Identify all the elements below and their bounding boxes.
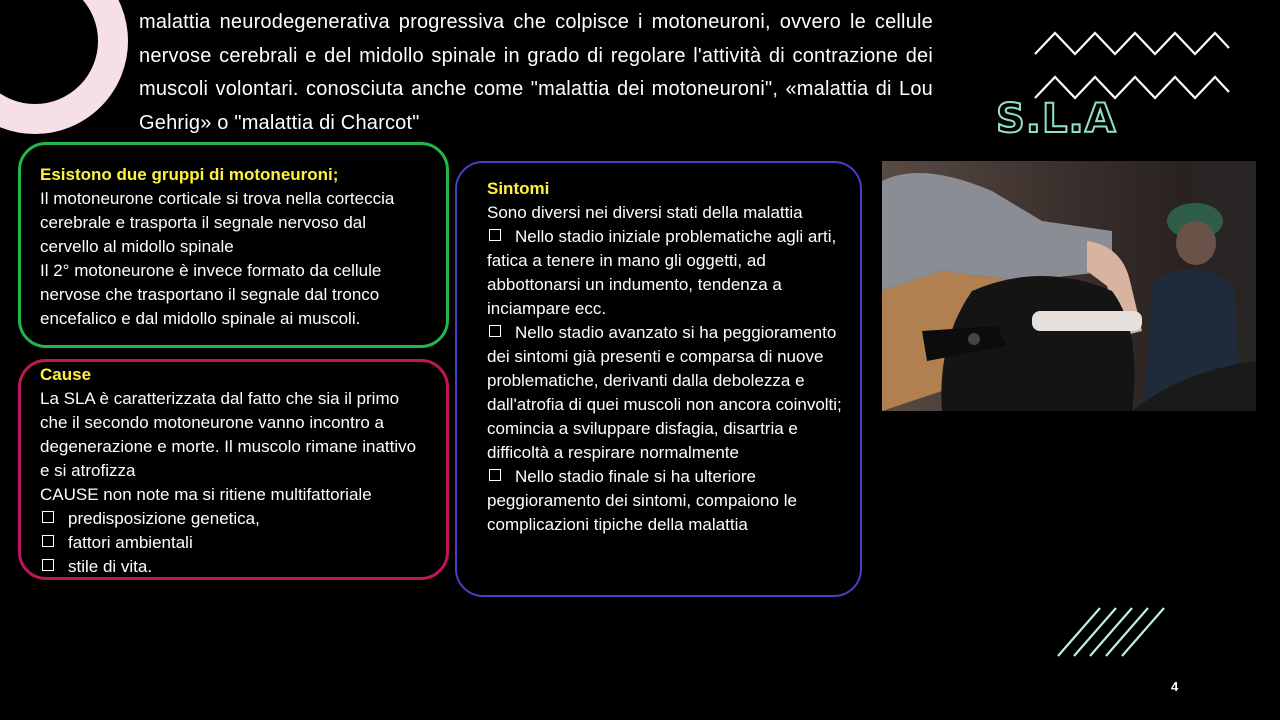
motoneuroni-line-2: Il 2° motoneurone è invece formato da cellule nervose che trasportano il segnale dal tronco encefalico e dal midollo spinale ai muscoli. — [40, 261, 382, 328]
intro-paragraph: malattia neurodegenerativa progressiva che colpisce i motoneuroni, ovvero le cellule nervose cerebrali e del midollo spinale in grado di regolare l'attività di contrazione dei muscoli volontari. conosciuta anche come "malattia dei motoneuroni", «malattia di Lou Gehrig» o "malattia di Charcot" — [139, 11, 933, 134]
motoneuroni-box — [18, 142, 449, 348]
sintomi-box — [455, 161, 862, 597]
cause-heading: Cause — [40, 365, 92, 384]
cause-box — [18, 359, 449, 580]
checkbox-icon — [42, 559, 54, 571]
cause-line-1: La SLA è caratterizzata dal fatto che sia il primo che il secondo motoneurone vanno incontro a degenerazione e morte. Il muscolo rimane inattivo e si atrofizza — [40, 389, 417, 480]
wheelchair-photo — [882, 161, 1256, 411]
sintomi-item: Nello stadio iniziale problematiche agli arti, fatica a tenere in mano gli oggetti, ad abbottonarsi un indumento, tendenza a inciampare ecc. — [487, 227, 837, 318]
slash-decoration — [1055, 606, 1170, 661]
checkbox-icon — [489, 469, 501, 481]
page-number: 4 — [1171, 679, 1179, 694]
checkbox-icon — [489, 325, 501, 337]
motoneuroni-line-1: Il motoneurone corticale si trova nella corteccia cerebrale e trasporta il segnale nervoso dal cervello al midollo spinale — [40, 189, 395, 256]
checkbox-icon — [42, 511, 54, 523]
checkbox-icon — [42, 535, 54, 547]
sintomi-item: Nello stadio avanzato si ha peggioramento dei sintomi già presenti e comparsa di nuove problematiche, derivanti dalla debolezza e dall'atrofia di quei muscoli non ancora coinvolti; comincia a sviluppare disfagia, disartria e difficoltà a respirare normalmente — [487, 323, 842, 462]
sintomi-intro: Sono diversi nei diversi stati della malattia — [487, 203, 803, 222]
ring-decoration — [0, 0, 128, 134]
cause-item: predisposizione genetica, — [40, 507, 428, 531]
brand-title: S.L.A — [996, 96, 1117, 142]
sintomi-item: Nello stadio finale si ha ulteriore peggioramento dei sintomi, compaiono le complicazioni tipiche della malattia — [487, 467, 797, 534]
motoneuroni-heading: Esistono due gruppi di motoneuroni; — [40, 165, 339, 184]
cause-item: fattori ambientali — [40, 531, 428, 555]
cause-item: stile di vita. — [40, 555, 428, 579]
checkbox-icon — [489, 229, 501, 241]
cause-line-2: CAUSE non note ma si ritiene multifattoriale — [40, 485, 372, 504]
sintomi-heading: Sintomi — [487, 179, 550, 198]
